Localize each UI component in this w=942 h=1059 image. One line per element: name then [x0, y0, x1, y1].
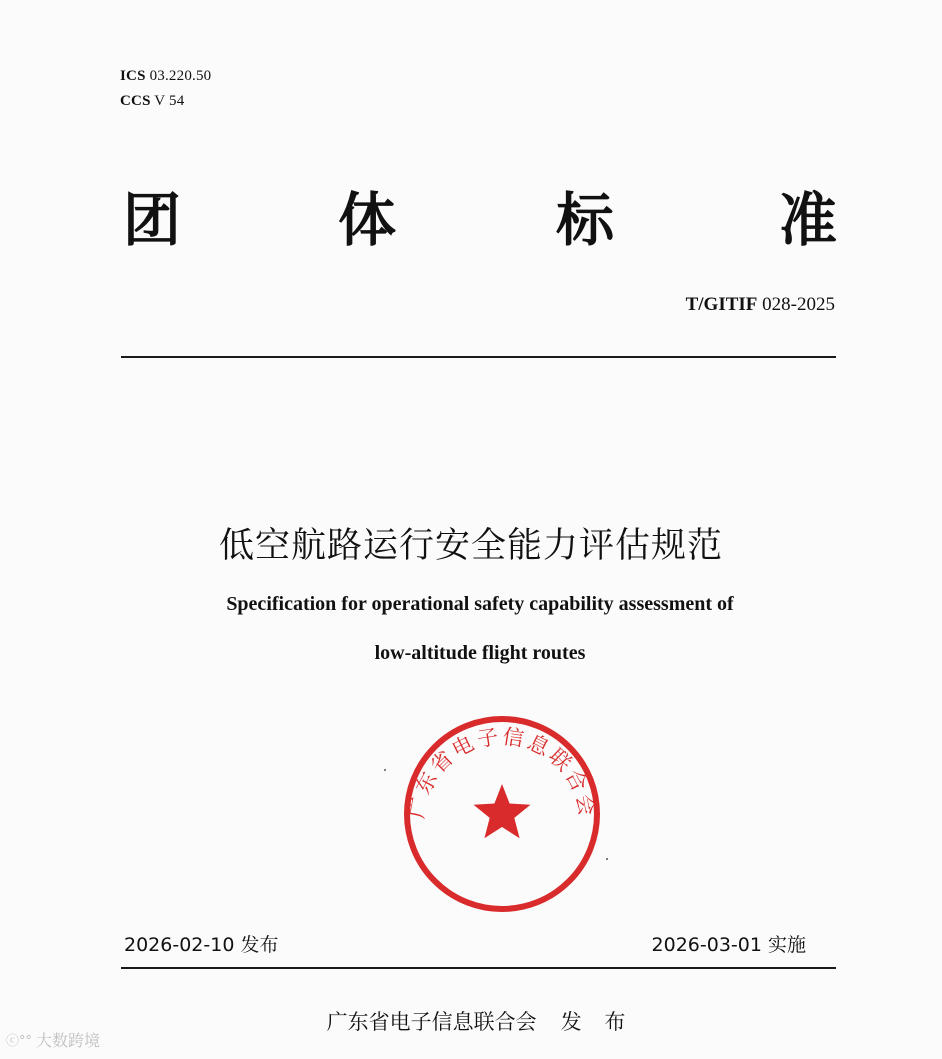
heading-char-3: 标: [555, 186, 614, 254]
seal-text: 广东省电子信息联合会: [404, 724, 600, 821]
speck: [606, 858, 608, 860]
title-chinese: 低空航路运行安全能力评估规范: [218, 526, 723, 566]
speck: [384, 769, 386, 771]
ics-value: 03.220.50: [149, 68, 212, 84]
ccs-code: [120, 93, 184, 110]
publisher-name: 广东省电子信息联合会: [326, 1010, 537, 1034]
publish-action: 发 布: [560, 1010, 634, 1034]
star-icon: [474, 784, 531, 838]
title-english-line-2: low-altitude flight routes: [374, 642, 586, 664]
heading-char-4: 准: [778, 186, 837, 254]
watermark-logo-icon: ⓒ°°: [6, 1034, 33, 1049]
watermark-text: 大数跨境: [36, 1031, 101, 1050]
standard-number: 028-2025: [762, 294, 835, 315]
ics-label: ICS: [120, 68, 146, 84]
issue-date: 2026-02-10 发布: [124, 934, 279, 956]
bottom-divider: [121, 967, 836, 969]
ccs-value: V 54: [154, 93, 185, 109]
heading-char-2: 体: [337, 186, 396, 254]
watermark: [6, 1028, 100, 1051]
official-seal: [402, 714, 602, 914]
implementation-date: 2026-03-01 实施: [651, 934, 806, 956]
title-english-line-1: Specification for operational safety capability assessment of: [226, 593, 734, 615]
top-divider: [121, 356, 836, 358]
ccs-label: CCS: [120, 93, 151, 109]
standard-code: [686, 294, 835, 316]
standard-org: T/GITIF: [685, 294, 758, 315]
heading-char-1: 团: [122, 186, 181, 254]
ics-code: [120, 68, 211, 85]
publisher-line: [0, 1006, 942, 1036]
